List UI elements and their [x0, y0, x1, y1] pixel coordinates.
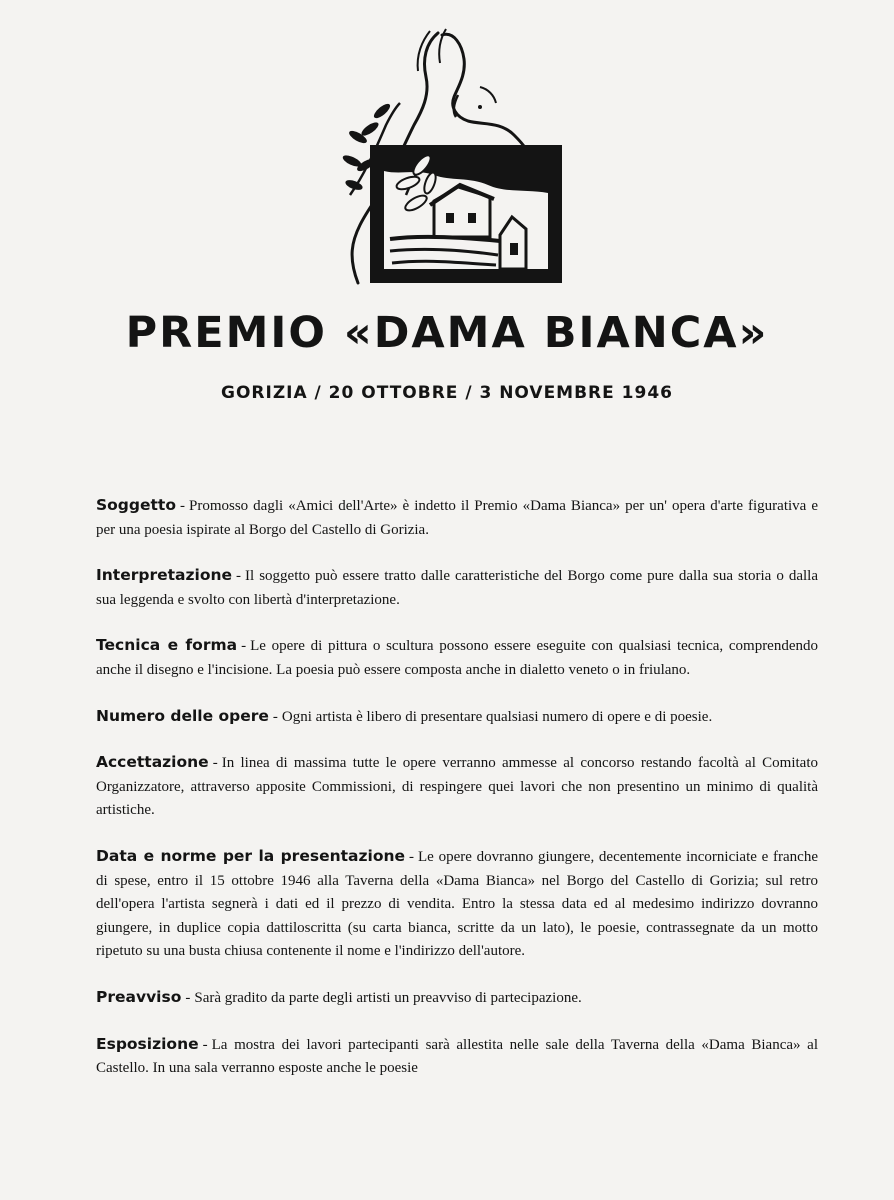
section-text: Il soggetto può essere tratto dalle caratteristiche del Borgo come pure dalla sua storia o dalla sua leggenda e svolto con libertà d'interpretazione. — [96, 568, 818, 608]
section-separator: - — [409, 848, 415, 865]
section-separator: - — [179, 498, 185, 514]
section-text: In linea di massima tutte le opere verranno ammesse al concorso restando facoltà al Comitato Organizzatore, attraverso apposite Commissioni, di respingere quei lavori che non presentino un minimo di qualità artistiche. — [96, 755, 818, 819]
section-interpretazione — [96, 564, 818, 612]
section-separator: - — [236, 568, 242, 585]
section-separator: - — [272, 708, 278, 725]
section-tecnica-e-forma — [96, 634, 818, 682]
dama-bianca-emblem — [330, 25, 570, 290]
section-separator: - — [185, 989, 191, 1006]
section-text: Le opere dovranno giungere, decentemente incorniciate e franche di spese, entro il 15 ottobre 1946 alla Taverna della «Dama Bianca» nel Borgo del Castello di Gorizia; sul retro dell'opera l'artista segnerà i dati ed il prezzo di vendita. Entro la stessa data ed al medesimo indirizzo dovranno giungere, in duplice copia dattiloscritta (su carta bianca, scritte da un lato), le poesie, contrassegnate da un motto ripetuto su una busta chiusa contenente il nome e l'indirizzo dell'autore. — [96, 848, 818, 960]
section-soggetto — [96, 494, 818, 542]
section-text: Sarà gradito da parte degli artisti un preavviso di partecipazione. — [194, 989, 582, 1006]
section-data-e-norme — [96, 845, 818, 964]
section-text: Promosso dagli «Amici dell'Arte» è indetto il Premio «Dama Bianca» per un' opera d'arte figurativa e per una poesia ispirate al Borgo del Castello di Gorizia. — [96, 498, 818, 538]
section-heading: Preavviso — [96, 987, 182, 1006]
poster-title: PREMIO «DAMA BIANCA» — [125, 308, 769, 358]
section-preavviso — [96, 986, 818, 1011]
section-text: Ogni artista è libero di presentare qualsiasi numero di opere e di poesie. — [281, 708, 713, 725]
section-heading: Numero delle opere — [96, 706, 269, 725]
section-text: Le opere di pittura o scultura possono essere eseguite con qualsiasi tecnica, comprendendo anche il disegno e l'incisione. La poesia può essere composta anche in dialetto veneto o in friulano. — [96, 638, 819, 678]
section-heading: Interpretazione — [96, 566, 233, 585]
section-heading: Data e norme per la presentazione — [96, 846, 406, 865]
section-accettazione — [96, 751, 818, 823]
section-esposizione — [96, 1033, 818, 1081]
poster-subtitle: GORIZIA / 20 OTTOBRE / 3 NOVEMBRE 1946 — [221, 383, 673, 403]
section-heading: Tecnica e forma — [96, 636, 238, 655]
section-heading: Soggetto — [96, 496, 176, 514]
regulations-body — [96, 494, 818, 1103]
section-text: La mostra dei lavori partecipanti sarà allestita nelle sale della Taverna della «Dama Bianca» al Castello. In una sala verranno esposte anche le poesie — [96, 1036, 818, 1077]
section-separator: - — [202, 1036, 208, 1053]
section-separator: - — [212, 755, 218, 772]
section-numero-delle-opere — [96, 705, 818, 730]
section-separator: - — [241, 638, 247, 655]
section-heading: Accettazione — [96, 753, 209, 772]
section-heading: Esposizione — [96, 1034, 199, 1053]
